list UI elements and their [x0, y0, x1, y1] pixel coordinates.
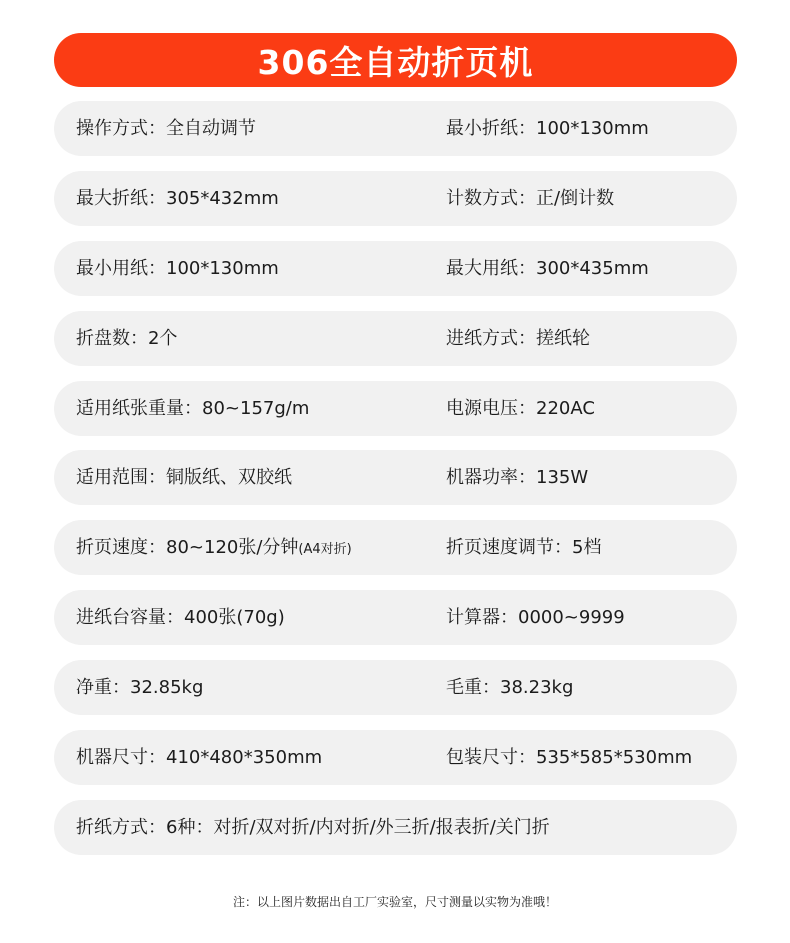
- spec-gross-weight: 毛重：38.23kg: [446, 677, 574, 699]
- spec-package-size: 包装尺寸：535*585*530mm: [446, 747, 693, 769]
- spec-row: [54, 590, 737, 645]
- spec-row: [54, 381, 737, 436]
- spec-row: [54, 800, 737, 855]
- spec-fold-plates: 折盘数：2个: [76, 327, 178, 349]
- spec-max-paper: 最大用纸：300*435mm: [446, 257, 649, 279]
- spec-machine-size: 机器尺寸：410*480*350mm: [76, 747, 323, 769]
- spec-row: [54, 660, 737, 715]
- spec-fold-speed-note: (A4对折): [298, 542, 352, 558]
- spec-voltage: 电源电压：220AC: [446, 397, 595, 419]
- title-banner: [54, 33, 737, 87]
- spec-row: [54, 101, 737, 156]
- spec-row: [54, 171, 737, 226]
- spec-row: [54, 241, 737, 296]
- spec-fold-types: 折纸方式：6种：对折/双对折/内对折/外三折/报表折/关门折: [76, 816, 550, 838]
- spec-paper-weight: 适用纸张重量：80~157g/m: [76, 397, 310, 419]
- spec-operation-mode: 操作方式：全自动调节: [76, 118, 256, 139]
- spec-row: [54, 730, 737, 785]
- spec-fold-speed: [76, 520, 352, 575]
- spec-max-fold-paper: 最大折纸：305*432mm: [76, 187, 279, 209]
- spec-power: 机器功率：135W: [446, 467, 589, 489]
- spec-count-mode: 计数方式：正/倒计数: [446, 187, 615, 209]
- spec-feed-capacity: 进纸台容量：400张(70g): [76, 607, 285, 629]
- spec-row: [54, 520, 737, 575]
- spec-min-fold-paper: 最小折纸：100*130mm: [446, 118, 649, 139]
- spec-list: [54, 101, 737, 870]
- spec-row: [54, 311, 737, 366]
- spec-counter: 计算器：0000~9999: [446, 607, 625, 629]
- footnote: 注：以上图片数据出自工厂实验室，尺寸测量以实物为准哦！: [232, 895, 557, 909]
- spec-paper-range: 适用范围：铜版纸、双胶纸: [76, 467, 292, 489]
- spec-row: [54, 450, 737, 505]
- spec-min-paper: 最小用纸：100*130mm: [76, 257, 279, 279]
- spec-feed-mode: 进纸方式：搓纸轮: [446, 327, 590, 349]
- spec-net-weight: 净重：32.85kg: [76, 677, 204, 699]
- spec-fold-speed-value: 折页速度：80~120张/分钟: [76, 537, 299, 559]
- page-title: 306全自动折页机: [257, 42, 534, 82]
- spec-speed-adjust: 折页速度调节：5档: [446, 537, 602, 559]
